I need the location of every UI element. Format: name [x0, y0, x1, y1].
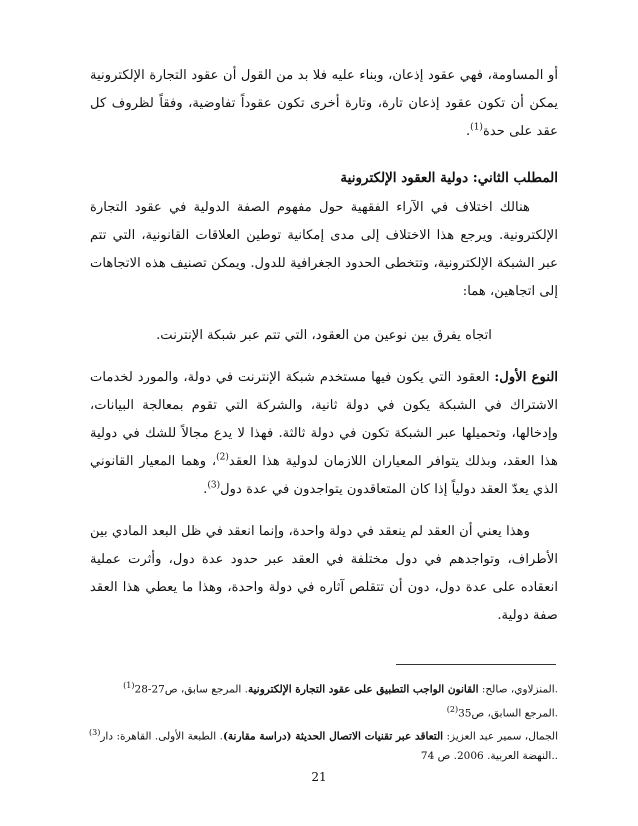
footnote-ref-3[interactable]: (3): [207, 480, 221, 491]
footnote-number: (3): [89, 728, 101, 737]
footnote-3: [86, 723, 558, 766]
intro-paragraph: [90, 62, 558, 146]
footnote-rest: المرجع السابق، ص35.: [458, 707, 558, 719]
type-one-label: النوع الأول:: [494, 370, 559, 385]
type-one-text-a: العقود التي يكون فيها مستخدم شبكة الإنترنت في دولة، والمورد لخدمات الاشتراك في الشبكة يكون في دولة ثانية، والشركة التي تقوم بمعالجة البيانات، وإدخالها، وتحميلها عبر الشبكة تكون في دولة ثالثة. فهذا لا يدع مجالاً للشك في دولية هذا العقد، وبذلك يتوافر المعياران اللازمان لدولية هذا العقد: [90, 370, 558, 469]
meaning-paragraph: وهذا يعني أن العقد لم ينعقد في دولة واحدة، وإنما انعقد في ظل البعد المادي بين الأطراف، وتواجدهم في دول مختلفة في العقد عبر حدود عدة دول، وأثرت عملية انعقاده على عدة دول، دون أن تتقلص آثاره في دولة واحدة، وهذا ما يعطي هذا العقد صفة دولية.: [90, 524, 558, 623]
type-one-end: .: [203, 482, 208, 497]
footnote-author: الجمال، سمير عبد العزيز:: [443, 730, 558, 743]
spacer: [90, 504, 558, 518]
intro-text: أو المساومة، فهي عقود إذعان، وبناء عليه فلا بد من القول أن عقود التجارة الإلكترونية يمكن أن تكون عقود إذعان تارة، وتارة أخرى تكون عقوداً تفاوضية، وفقاً لظروف كل عقد على حدة: [90, 68, 558, 139]
direction-line: اتجاه يفرق بين نوعين من العقود، التي تتم عبر شبكة الإنترنت.: [156, 328, 492, 343]
section-heading: المطلب الثاني: دولية العقود الإلكترونية: [340, 170, 558, 186]
page-number: 21: [311, 770, 327, 784]
footnote-number: (1): [123, 681, 135, 690]
intro-end: .: [465, 124, 471, 139]
footnote-number: (2): [446, 704, 459, 714]
footnote-title: التعاقد عبر تقنيات الاتصال الحديثة (دراسة مقارنة): [222, 730, 444, 743]
footnote-ref-2[interactable]: (2): [216, 452, 229, 463]
differences-paragraph: هنالك اختلاف في الآراء الفقهية حول مفهوم الصفة الدولية في عقود التجارة الإلكترونية. ويرجع هذا الاختلاف إلى مدى إمكانية توطين العلاقات القانونية، التي تتم عبر الشبكة الإلكترونية، وتتخطى الحدود الجغرافية للدول. ويمكن تصنيف هذه الاتجاهات إلى اتجاهين، هما:: [90, 200, 558, 299]
footnote-2: [86, 700, 558, 724]
footnotes-section: [86, 676, 558, 766]
type-one-paragraph: [90, 364, 558, 504]
footnote-divider: [396, 664, 556, 665]
footnote-rest: . المرجع سابق، ص27-28.: [134, 683, 558, 696]
footnote-title: القانون الواجب التطبيق على عقود التجارة الإلكترونية: [248, 683, 479, 696]
footnote-ref-1[interactable]: (1): [470, 122, 483, 133]
footnote-1: [86, 676, 558, 700]
footnote-author: المنزلاوي، صالح:: [478, 683, 555, 696]
footnote-rest: . الطبعة الأولى. القاهرة: دار النهضة العربية. 2006. ص 74..: [100, 730, 558, 762]
type-one-text-b: ، وهما المعيار القانوني الذي يعدّ العقد دولياً إذا كان المتعاقدون يتواجدون في عدة دول: [90, 454, 558, 497]
